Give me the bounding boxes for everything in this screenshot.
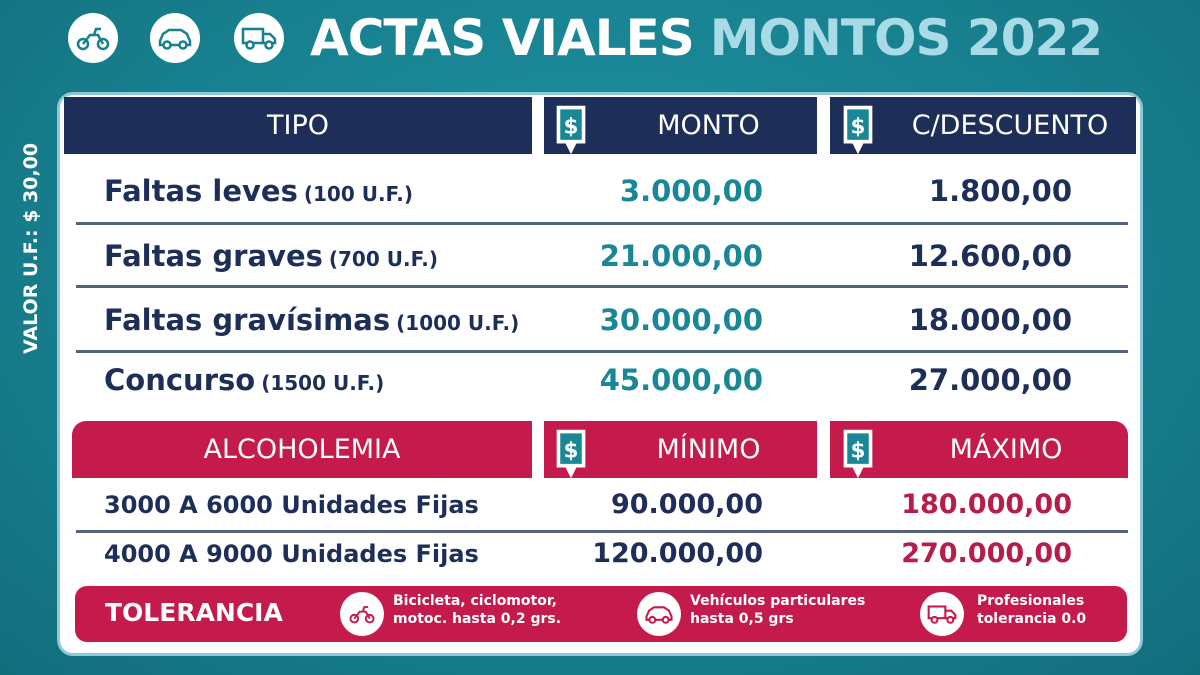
row-divider xyxy=(76,285,1128,288)
dollar-tag-icon xyxy=(553,104,589,156)
row-divider xyxy=(76,350,1128,353)
fine-uf: (100 U.F.) xyxy=(303,182,414,206)
alcohol-min: 90.000,00 xyxy=(610,489,763,520)
header-alcoholemia-label: ALCOHOLEMIA xyxy=(203,434,401,465)
alcohol-min: 120.000,00 xyxy=(592,538,763,569)
svg-text:$: $ xyxy=(850,438,866,464)
header-maximo-label: MÁXIMO xyxy=(949,434,1063,465)
fine-name: Concurso xyxy=(104,363,256,397)
tolerance-item xyxy=(690,592,865,628)
fine-uf: (1000 U.F.) xyxy=(396,311,520,335)
truck-icon xyxy=(920,592,964,636)
header-monto-label: MONTO xyxy=(657,110,760,141)
page-title xyxy=(310,2,1102,74)
header-alcoholemia xyxy=(72,421,532,478)
fine-type-graves xyxy=(104,239,438,273)
fine-amount: 3.000,00 xyxy=(619,174,763,208)
svg-text:$: $ xyxy=(563,438,579,464)
fine-type-leves xyxy=(104,174,413,208)
header-tipo-label: TIPO xyxy=(267,110,329,141)
fine-amount: 45.000,00 xyxy=(599,363,763,397)
fine-amount: 21.000,00 xyxy=(599,239,763,273)
dollar-tag-icon xyxy=(840,104,876,156)
fine-amount: 30.000,00 xyxy=(599,303,763,337)
fine-discount: 1.800,00 xyxy=(928,174,1072,208)
tolerance-item xyxy=(393,592,561,628)
fine-name: Faltas leves xyxy=(104,174,298,208)
title-part-1: ACTAS VIALES xyxy=(310,9,694,67)
fine-type-concurso xyxy=(104,363,384,397)
tolerance-item xyxy=(977,592,1086,628)
fine-uf: (1500 U.F.) xyxy=(261,371,385,395)
fine-name: Faltas graves xyxy=(104,239,323,273)
fine-name: Faltas gravísimas xyxy=(104,303,391,337)
header-descuento-label: C/DESCUENTO xyxy=(911,110,1109,141)
tolerance-line-1: Profesionales xyxy=(977,593,1085,609)
tolerance-line-1: Vehículos particulares xyxy=(690,593,866,609)
title-part-2: MONTOS 2022 xyxy=(709,9,1103,67)
tolerance-title: TOLERANCIA xyxy=(105,598,283,627)
alcohol-range-label: 4000 A 9000 Unidades Fijas xyxy=(104,540,479,568)
dollar-tag-icon xyxy=(553,428,589,480)
svg-text:$: $ xyxy=(850,114,866,140)
tolerance-line-2: hasta 0,5 grs xyxy=(690,611,794,627)
motorcycle-icon xyxy=(340,592,384,636)
tolerance-line-2: motoc. hasta 0,2 grs. xyxy=(393,611,562,627)
alcohol-range-label: 3000 A 6000 Unidades Fijas xyxy=(104,491,479,519)
tolerance-line-2: tolerancia 0.0 xyxy=(977,611,1087,627)
tolerance-line-1: Bicicleta, ciclomotor, xyxy=(393,593,557,609)
car-icon xyxy=(150,13,200,63)
row-divider xyxy=(76,222,1128,225)
fine-uf: (700 U.F.) xyxy=(328,247,439,271)
unit-value-label: VALOR U.F.: $ 30,00 xyxy=(20,142,42,354)
header-tipo xyxy=(64,97,532,154)
alcohol-max: 180.000,00 xyxy=(901,489,1072,520)
car-icon xyxy=(637,592,681,636)
svg-text:$: $ xyxy=(563,114,579,140)
fine-discount: 18.000,00 xyxy=(908,303,1072,337)
alcohol-max: 270.000,00 xyxy=(901,538,1072,569)
tolerance-bar xyxy=(75,586,1127,642)
row-divider xyxy=(76,530,1128,533)
fine-type-gravisimas xyxy=(104,303,519,337)
dollar-tag-icon xyxy=(840,428,876,480)
fine-discount: 27.000,00 xyxy=(908,363,1072,397)
fine-discount: 12.600,00 xyxy=(908,239,1072,273)
header-minimo-label: MÍNIMO xyxy=(656,434,761,465)
truck-icon xyxy=(234,13,284,63)
motorcycle-icon xyxy=(68,13,118,63)
